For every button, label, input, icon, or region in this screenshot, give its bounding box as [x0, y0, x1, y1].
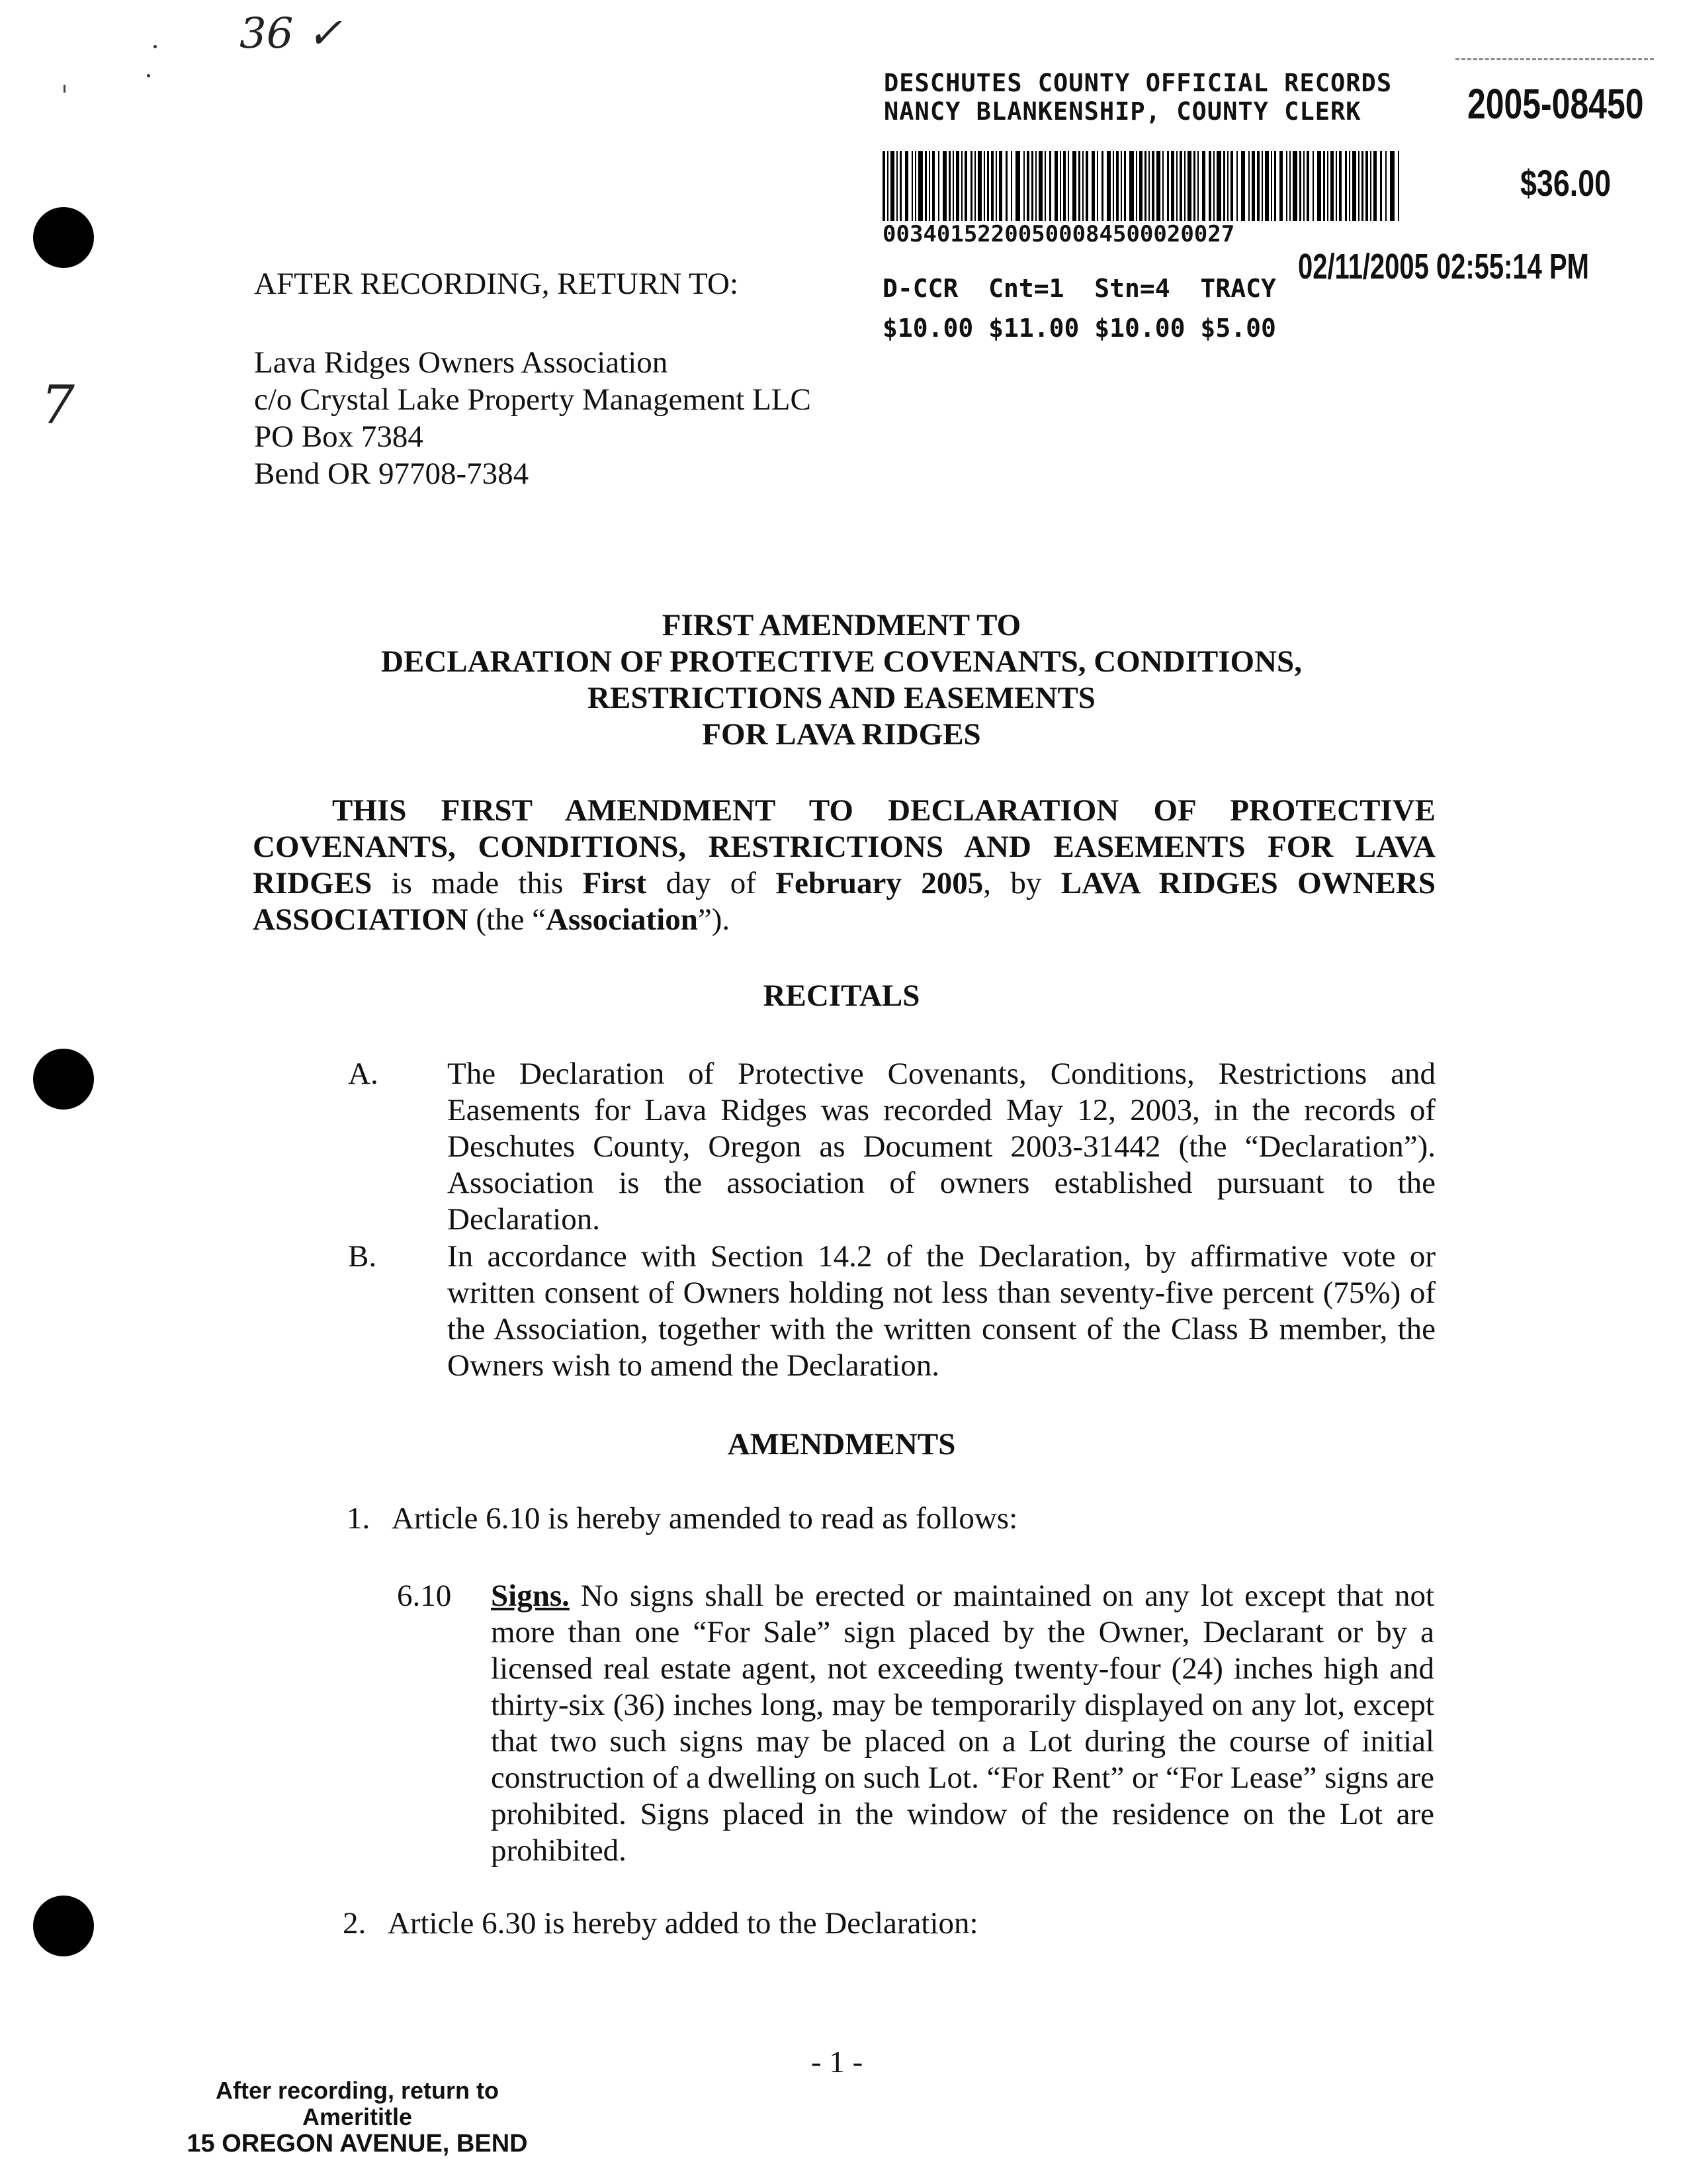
intro-text: day of: [646, 866, 776, 900]
barcode-bar: [1086, 151, 1088, 221]
section-text: No signs shall be erected or maintained on any lot except that not more than one “For Sale” sign placed by the Owner, Declarant or by a licensed real estate agent, not exceeding twenty-four (24) inches high and thirty-six (36) inches long, may be temporarily displayed on any lot, except that two such signs may be placed on a Lot during the course of initial construction of a dwelling on such Lot. “For Rent” or “For Lease” signs are prohibited. Signs placed in the window of the residence on the Lot are prohibited.: [491, 1579, 1434, 1868]
barcode-bar: [1116, 151, 1119, 221]
footer-line: 15 OREGON AVENUE, BEND: [187, 2130, 528, 2158]
barcode-bar: [887, 151, 888, 221]
address-line: Lava Ridges Owners Association: [254, 345, 668, 380]
barcode-bar: [1144, 151, 1146, 221]
barcode-bar: [1027, 151, 1029, 221]
barcode-bar: [961, 151, 963, 221]
barcode-bar: [1031, 151, 1033, 221]
barcode-bar: [953, 151, 954, 221]
barcode-bar: [956, 151, 959, 221]
barcode-bar: [915, 151, 916, 221]
barcode-bar: [978, 151, 982, 221]
barcode-bar: [1361, 151, 1363, 221]
barcode-bar: [912, 151, 913, 221]
barcode-bar: [1092, 151, 1095, 221]
section-number: 6.10: [397, 1579, 452, 1613]
barcode-bar: [974, 151, 976, 221]
barcode-bar: [1171, 151, 1174, 221]
punch-hole: [33, 1049, 94, 1110]
intro-text: is made this: [372, 866, 583, 900]
recital-text: The Declaration of Protective Covenants, Conditions, Restrictions and Easements for Lava Ridges was recorded May 12, 2003, in the records of Deschutes County, Oregon as Document 2003-31442 (the “Declaration”). Association is the association of owners established pursuant to the Declaration.: [447, 1057, 1436, 1237]
barcode-bar: [1167, 151, 1169, 221]
punch-hole: [33, 207, 94, 268]
address-line: Bend OR 97708-7384: [254, 457, 529, 491]
amendments-heading: AMENDMENTS: [727, 1427, 956, 1462]
address-line: PO Box 7384: [254, 419, 423, 454]
footer-stamp: [172, 2077, 542, 2157]
barcode-bar: [1202, 151, 1205, 221]
punch-hole: [33, 1896, 94, 1956]
barcode-bar: [1197, 151, 1199, 221]
barcode-bar: [1121, 151, 1122, 221]
intro-text: , by: [983, 866, 1061, 900]
barcode-bar: [996, 151, 997, 221]
barcode-bar: [1339, 151, 1342, 221]
barcode-bar: [1370, 151, 1371, 221]
barcode-number: 00340152200500084500020027: [883, 221, 1235, 247]
recording-stamp: [884, 69, 1392, 126]
barcode-bar: [1023, 151, 1025, 221]
stamp-clerk: NANCY BLANKENSHIP, COUNTY CLERK: [884, 97, 1361, 126]
return-to-label: AFTER RECORDING, RETURN TO:: [254, 267, 739, 301]
barcode-bar: [999, 151, 1002, 221]
barcode-bar: [1345, 151, 1347, 221]
barcode-bar: [1223, 151, 1225, 221]
stray-mark: [153, 45, 157, 48]
title-line: DECLARATION OF PROTECTIVE COVENANTS, CONDITIONS,: [381, 644, 1302, 679]
barcode-bar: [1078, 151, 1080, 221]
intro-bold: LAVA RIDGES OWNERS ASSOCIATION: [253, 866, 1436, 937]
barcode-bar: [1082, 151, 1084, 221]
barcode-bar: [1252, 151, 1255, 221]
barcode-bar: [905, 151, 908, 221]
barcode-bar: [1303, 151, 1305, 221]
barcode-bar: [1129, 151, 1134, 221]
recital-letter: A.: [348, 1057, 378, 1091]
intro-bold: February 2005: [775, 866, 984, 900]
footer-line: After recording, return to: [215, 2077, 499, 2104]
barcode-bar: [1011, 151, 1012, 221]
barcode-bar: [987, 151, 989, 221]
handwritten-note: 36 ✓: [239, 9, 343, 58]
barcode-bar: [918, 151, 923, 221]
barcode-bar: [1180, 151, 1182, 221]
barcode-bar: [1152, 151, 1154, 221]
barcode-bar: [991, 151, 994, 221]
barcode-bar: [1358, 151, 1359, 221]
barcode-bar: [1113, 151, 1114, 221]
handwritten-margin-mark: 7: [41, 374, 75, 435]
barcode-bar: [1257, 151, 1260, 221]
stamp-county: DESCHUTES COUNTY OFFICIAL RECORDS: [884, 69, 1393, 97]
barcode-bar: [1365, 151, 1368, 221]
barcode-bar: [883, 151, 885, 221]
barcode-bar: [1015, 151, 1020, 221]
barcode-bar: [1299, 151, 1301, 221]
address-line: c/o Crystal Lake Property Management LLC: [254, 382, 811, 417]
barcode-bar: [1293, 151, 1297, 221]
barcode-bar: [932, 151, 935, 221]
barcode-bar: [1006, 151, 1008, 221]
barcode-bar: [1187, 151, 1191, 221]
barcode-bar: [1055, 151, 1058, 221]
page-number: - 1 -: [811, 2045, 863, 2079]
title-line: FIRST AMENDMENT TO: [662, 608, 1021, 642]
document-number-box: [1467, 79, 1672, 128]
barcode-bar: [1072, 151, 1076, 221]
barcode-bar: [1209, 151, 1211, 221]
barcode-bar: [1385, 151, 1387, 221]
barcode-bar: [1286, 151, 1287, 221]
stray-mark: [64, 85, 65, 93]
barcode-bar: [1236, 151, 1238, 221]
barcode-bar: [1330, 151, 1334, 221]
record-datetime: 02/11/2005 02:55:14 PM: [1298, 247, 1589, 286]
barcode-bar: [1307, 151, 1309, 221]
barcode-bar: [1039, 151, 1043, 221]
barcode-bar: [949, 151, 951, 221]
stamp-fees: $10.00 $11.00 $10.00 $5.00: [883, 314, 1276, 343]
barcode-bar: [929, 151, 930, 221]
barcode-bar: [1323, 151, 1325, 221]
return-address: [254, 344, 811, 492]
barcode-bar: [1390, 151, 1395, 221]
footer-line: Amerititle: [302, 2103, 413, 2130]
barcode-bar: [1241, 151, 1245, 221]
barcode-bar: [1248, 151, 1250, 221]
barcode-bar: [1265, 151, 1269, 221]
barcode-bar: [1045, 151, 1046, 221]
barcode-bar: [1176, 151, 1178, 221]
barcode-bar: [1124, 151, 1126, 221]
barcode-bar: [1313, 151, 1314, 221]
recital-letter: B.: [348, 1239, 377, 1274]
barcode-bar: [1156, 151, 1160, 221]
section-6-10: [491, 1578, 1434, 1869]
barcode-bar: [938, 151, 939, 221]
barcode-bar: [1227, 151, 1229, 221]
barcode-bar: [971, 151, 972, 221]
intro-bold: THIS FIRST AMENDMENT TO DECLARATION OF PROTECTIVE COVENANTS, CONDITIONS, RESTRICTIONS AND EASEMENTS FOR LAVA RIDGES: [253, 793, 1436, 900]
barcode-bar: [1184, 151, 1186, 221]
barcode-bar: [1271, 151, 1272, 221]
document-title: [0, 607, 1683, 753]
barcode-bar: [1097, 151, 1098, 221]
barcode-bar: [943, 151, 947, 221]
barcode-bar: [1274, 151, 1276, 221]
recitals-heading: RECITALS: [763, 979, 920, 1013]
barcode-bar: [1162, 151, 1164, 221]
barcode-bar: [1279, 151, 1283, 221]
section-title: Signs.: [491, 1579, 570, 1613]
barcode-bar: [925, 151, 927, 221]
intro-bold: First: [582, 866, 647, 900]
barcode-bar: [1136, 151, 1137, 221]
stamp-codes: D-CCR Cnt=1 Stn=4 TRACY: [883, 274, 1276, 303]
barcode-bar: [1148, 151, 1150, 221]
barcode-bar: [1063, 151, 1066, 221]
barcode-bar: [1327, 151, 1328, 221]
barcode-bar: [984, 151, 985, 221]
stamp-divider: [1455, 58, 1654, 60]
barcode-bar: [1373, 151, 1377, 221]
barcode-bar: [1262, 151, 1263, 221]
barcode-bar: [890, 151, 894, 221]
intro-paragraph: [253, 793, 1436, 938]
title-line: RESTRICTIONS AND EASEMENTS: [587, 681, 1096, 715]
intro-text: ”).: [697, 902, 730, 937]
barcode-bar: [896, 151, 898, 221]
document-number: 2005-08450: [1467, 80, 1644, 128]
barcode-bar: [1107, 151, 1111, 221]
barcode-bar: [1068, 151, 1069, 221]
barcode-bar: [965, 151, 967, 221]
barcode-bar: [1336, 151, 1337, 221]
amendment-item-2: 2. Article 6.30 is hereby added to the Declaration:: [343, 1906, 978, 1941]
intro-bold: Association: [546, 902, 698, 937]
intro-text: (the “: [468, 902, 546, 937]
fee-total-box: [1520, 161, 1633, 204]
barcode-bar: [1060, 151, 1061, 221]
barcode-bar: [900, 151, 902, 221]
barcode-bar: [1289, 151, 1291, 221]
barcode-bar: [1193, 151, 1195, 221]
barcode-bar: [1230, 151, 1233, 221]
barcode-bar: [1317, 151, 1321, 221]
recital-text: In accordance with Section 14.2 of the Declaration, by affirmative vote or written consent of Owners holding not less than seventy-five percent (75%) of the Association, together with the written consent of the Class B member, the Owners wish to amend the Declaration.: [447, 1239, 1436, 1383]
record-datetime-box: [1298, 246, 1683, 287]
barcode-bar: [1380, 151, 1382, 221]
barcode-bar: [1101, 151, 1103, 221]
barcode-bar: [1049, 151, 1051, 221]
stray-mark: [147, 74, 150, 77]
title-line: FOR LAVA RIDGES: [702, 717, 981, 752]
barcode-bar: [1349, 151, 1350, 221]
barcode-bar: [1352, 151, 1356, 221]
barcode-bar: [1035, 151, 1037, 221]
barcode-bar: [1217, 151, 1221, 221]
fee-total: $36.00: [1520, 162, 1612, 204]
barcode-bar: [1398, 151, 1399, 221]
amendment-item-1: 1. Article 6.10 is hereby amended to read as follows:: [347, 1501, 1018, 1536]
barcode: [883, 151, 1404, 221]
barcode-bar: [1139, 151, 1143, 221]
barcode-bar: [1213, 151, 1215, 221]
